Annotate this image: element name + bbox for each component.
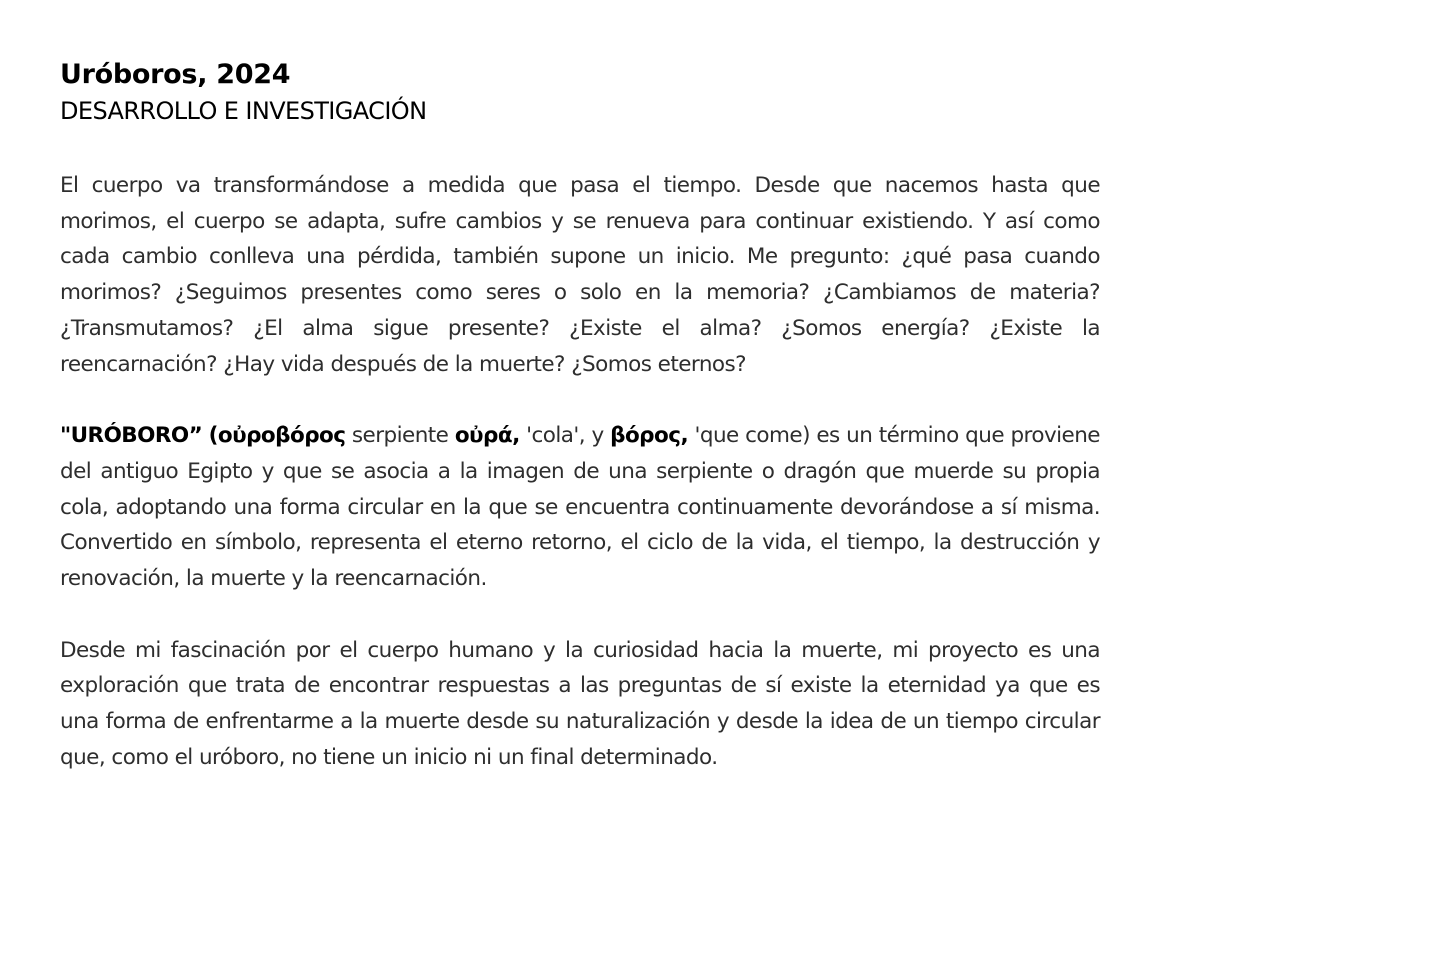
greek-boros: βόρος, [610,423,689,449]
paragraph-definition [60,418,1100,597]
greek-ouroboros: (οὐροβόρος [208,423,346,449]
page-subtitle: DESARROLLO E INVESTIGACIÓN [60,97,427,125]
definition-text-a: serpiente [345,423,455,449]
term-uroboro: "URÓBORO” [60,423,203,449]
definition-text-c: 'que come) es un término que proviene del antiguo Egipto y que se asocia a la imagen de una serpiente o dragón que muerde su propia cola, adoptando una forma circular en la que se encuentra continuamente devorándose a sí misma. Convertido en símbolo, representa el eterno retorno, el ciclo de la vida, el tiempo, la destrucción y renovación, la muerte y la reencarnación. [60,423,1100,592]
greek-oura: οὐρά, [454,423,520,449]
paragraph-project: Desde mi fascinación por el cuerpo humano y la curiosidad hacia la muerte, mi proyecto es una exploración que trata de encontrar respuestas a las preguntas de sí existe la eternidad ya que es una forma de enfrentarme a la muerte desde su naturalización y desde la idea de un tiempo circular que, como el uróboro, no tiene un inicio ni un final determinado. [60,637,1100,770]
definition-text-b: 'cola', y [519,423,611,449]
document-page [60,56,1100,776]
paragraph-intro: El cuerpo va transformándose a medida que pasa el tiempo. Desde que nacemos hasta que morimos, el cuerpo se adapta, sufre cambios y se renueva para continuar existiendo. Y así como cada cambio conlleva una pérdida, también supone un inicio. Me pregunto: ¿qué pasa cuando morimos? ¿Seguimos presentes como seres o solo en la memoria? ¿Cambiamos de materia? ¿Transmutamos? ¿El alma sigue presente? ¿Existe el alma? ¿Somos energía? ¿Existe la reencarnación? ¿Hay vida después de la muerte? ¿Somos eternos? [60,173,1100,377]
page-title: Uróboros, 2024 [60,59,291,90]
